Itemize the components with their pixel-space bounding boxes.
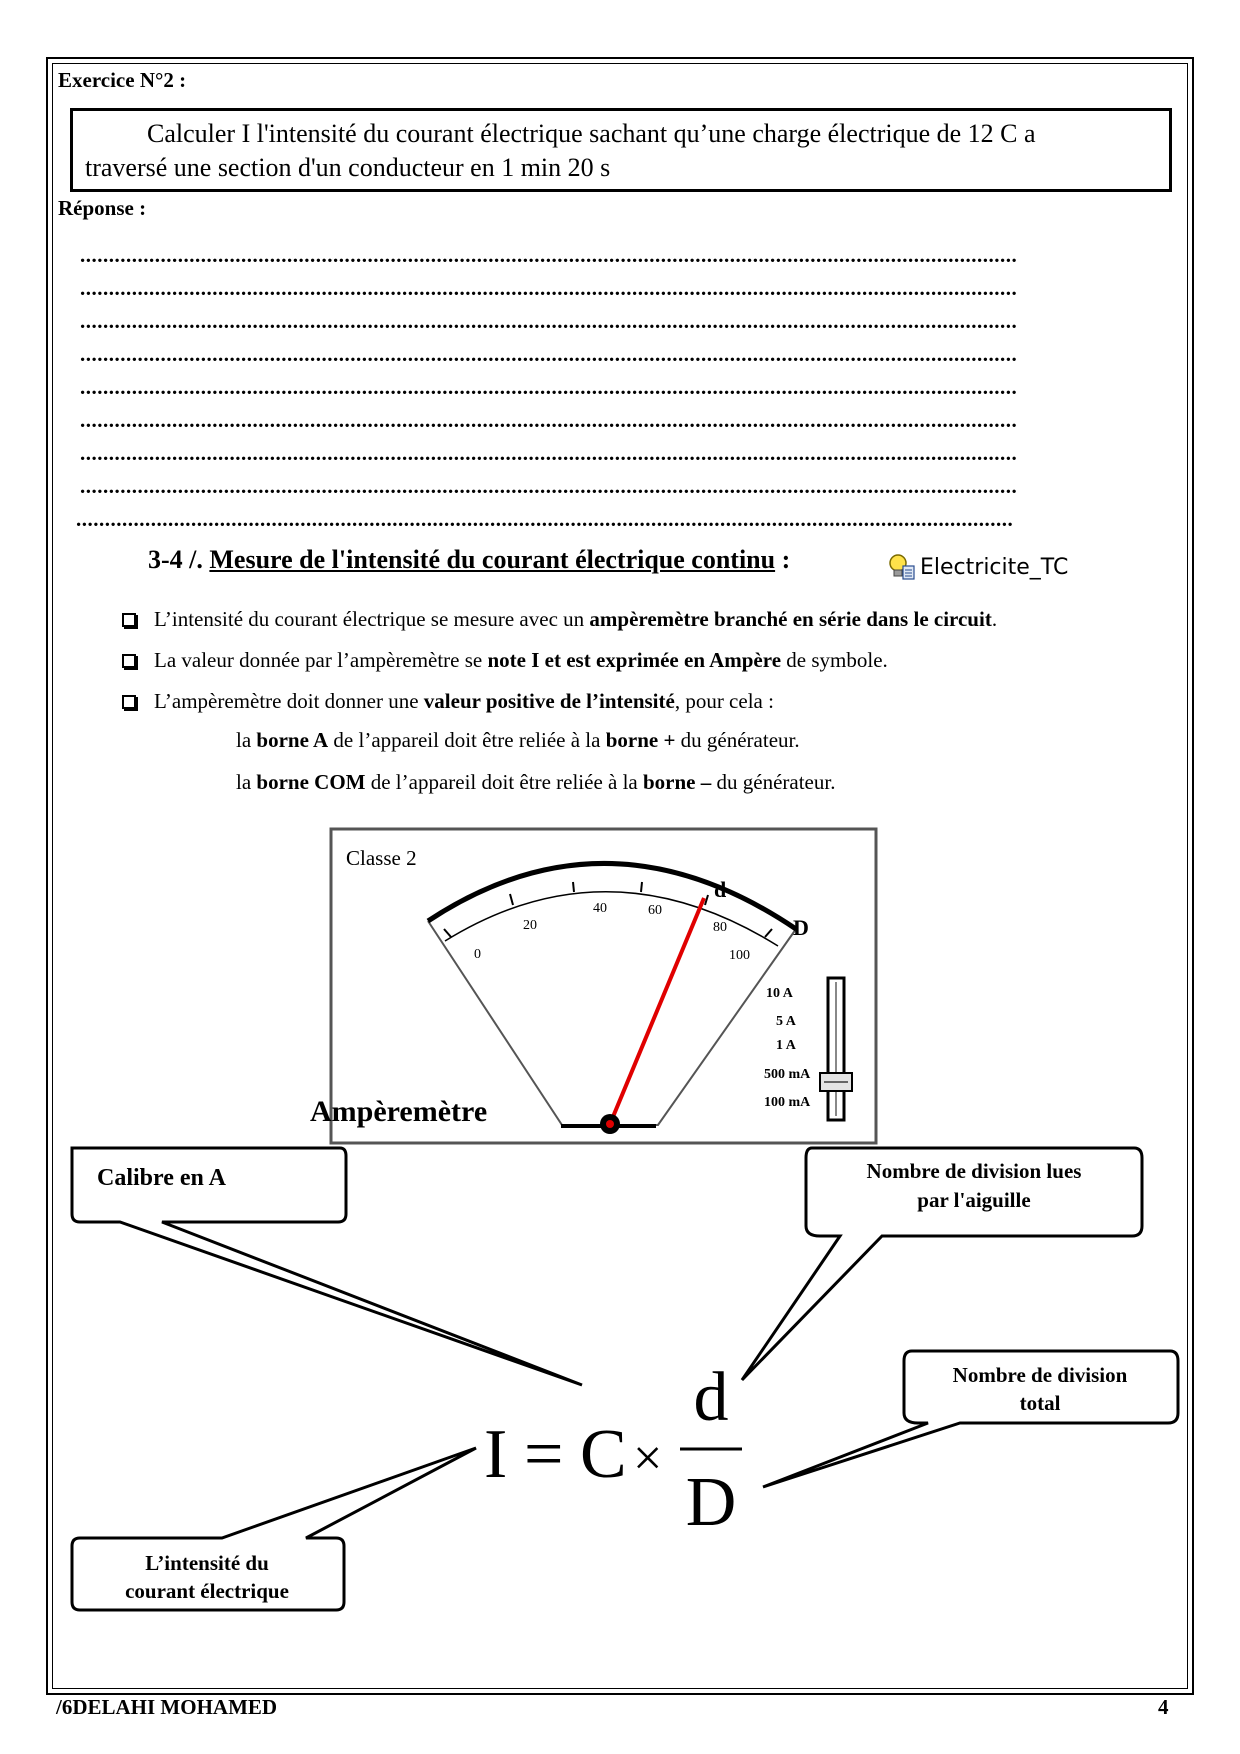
answer-label: Réponse : <box>58 196 147 220</box>
sub-bold: borne + <box>605 728 676 752</box>
bullet-text: , pour cela : <box>674 689 774 713</box>
question-line-2: traversé une section d'un conducteur en 1 min 20 s <box>85 153 611 182</box>
bullet-bold: note I et est exprimée en Ampère <box>487 648 782 672</box>
callout-divisions-read-line1: Nombre de division lues <box>866 1159 1082 1183</box>
meter-class-label: Classe 2 <box>346 846 417 870</box>
formula-numerator: d <box>693 1359 729 1436</box>
answer-line: ................................................................................................................................................................... <box>80 311 1018 331</box>
bullet-text: L’intensité du courant électrique se mesure avec un <box>154 607 590 631</box>
question-line-1: Calculer I l'intensité du courant électrique sachant qu’une charge électrique de 12 C a <box>147 119 1036 148</box>
scale-label: 60 <box>648 903 662 918</box>
sub-text: de l’appareil doit être reliée à la <box>365 770 643 794</box>
answer-line: ................................................................................................................................................................... <box>76 509 1014 529</box>
answer-line: ................................................................................................................................................................... <box>80 476 1018 496</box>
sub-text: la <box>236 728 257 752</box>
bullet-text: L’ampèremètre doit donner une <box>154 689 424 713</box>
footer-page-number: 4 <box>1158 1695 1169 1719</box>
footer-author: /6DELAHI MOHAMED <box>56 1695 278 1719</box>
sub-bold: borne COM <box>256 770 366 794</box>
callout-intensity-line2: courant électrique <box>125 1579 289 1603</box>
formula-times: × <box>633 1430 663 1487</box>
formula-equals: = <box>524 1416 564 1493</box>
total-D-label: D <box>793 915 809 940</box>
needle-pivot-center <box>606 1120 614 1128</box>
scale-label: 80 <box>713 920 727 935</box>
bullet-text: de symbole. <box>781 648 888 672</box>
exercise-title: Exercice N°2 : <box>58 68 187 92</box>
callout-divisions-total-line1: Nombre de division <box>952 1363 1128 1387</box>
callout-divisions-read-line2: par l'aiguille <box>917 1188 1031 1212</box>
electricite-tc-label: Electricite_TC <box>920 554 1069 580</box>
bullet-bold: ampèremètre branché en série dans le circuit <box>589 607 992 631</box>
needle-d-label: d <box>714 877 727 902</box>
sub-text: du générateur. <box>675 728 800 752</box>
bullet-text: La valeur donnée par l’ampèremètre se <box>154 648 488 672</box>
calibre-label: 100 mA <box>764 1095 811 1110</box>
formula-I: I <box>484 1416 508 1493</box>
section-number: 3-4 /. <box>148 545 203 574</box>
answer-line: ................................................................................................................................................................... <box>80 344 1018 364</box>
section-title-text: Mesure de l'intensité du courant électrique continu <box>209 545 776 574</box>
dial-tick <box>573 882 574 892</box>
bullet-bold: valeur positive de l’intensité <box>423 689 675 713</box>
ammeter-name: Ampèremètre <box>310 1095 488 1128</box>
formula-denominator: D <box>685 1464 737 1541</box>
sub-text: la <box>236 770 257 794</box>
callout-intensity-line1: L’intensité du <box>145 1551 269 1575</box>
sub-bold: borne A <box>256 728 329 752</box>
calibre-label: 10 A <box>766 986 793 1001</box>
answer-line: ................................................................................................................................................................... <box>80 245 1018 265</box>
callout-divisions-total-line2: total <box>1019 1391 1061 1415</box>
bullet-text: . <box>991 607 998 631</box>
scale-label: 20 <box>523 918 537 933</box>
answer-line: ................................................................................................................................................................... <box>80 410 1018 430</box>
scale-label: 40 <box>593 901 607 916</box>
dial-tick <box>641 882 642 892</box>
calibre-label: 500 mA <box>764 1067 811 1082</box>
sub-bold: borne – <box>643 770 712 794</box>
calibre-label: 1 A <box>776 1038 796 1053</box>
scale-label: 0 <box>474 947 481 962</box>
sub-text: du générateur. <box>711 770 836 794</box>
scale-label: 100 <box>729 948 750 963</box>
answer-line: ................................................................................................................................................................... <box>80 443 1018 463</box>
sub-text: de l’appareil doit être reliée à la <box>328 728 606 752</box>
answer-line: ................................................................................................................................................................... <box>80 377 1018 397</box>
callout-calibre-text: Calibre en A <box>97 1165 226 1191</box>
answer-line: ................................................................................................................................................................... <box>80 278 1018 298</box>
formula-C: C <box>580 1416 627 1493</box>
calibre-label: 5 A <box>776 1014 796 1029</box>
section-colon: : <box>775 545 791 574</box>
